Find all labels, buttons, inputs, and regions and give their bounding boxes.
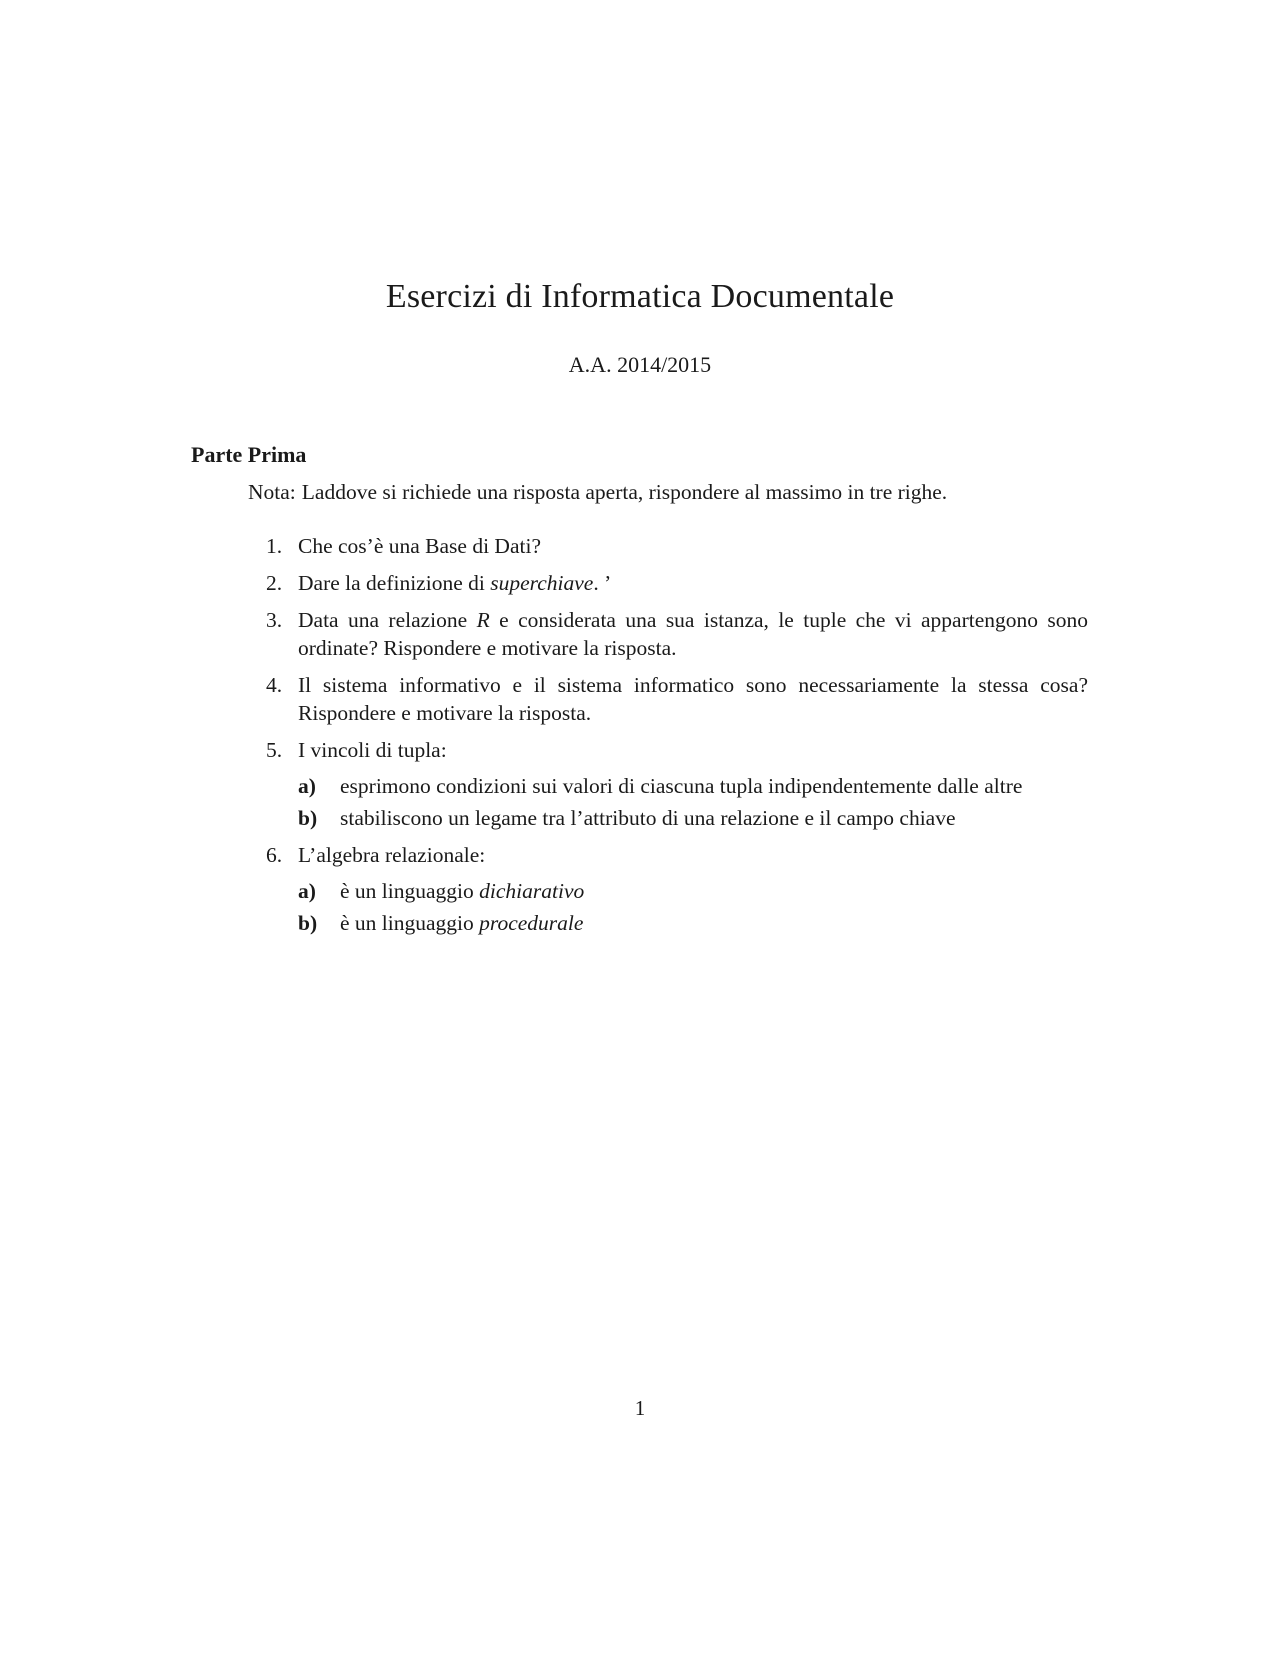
option-item — [298, 804, 1088, 832]
question-item — [258, 532, 1088, 560]
question-number: 2. — [266, 571, 283, 595]
note-text: Laddove si richiede una risposta aperta, rispondere al massimo in tre righe. — [301, 480, 948, 504]
question-item — [258, 671, 1088, 727]
question-text: L’algebra relazionale: — [298, 843, 486, 867]
question-item — [258, 841, 1088, 937]
question-text: Il sistema informativo e il sistema informatico sono necessariamente la stessa cosa? Rispondere e motivare la risposta. — [298, 673, 1088, 725]
question-text — [298, 606, 1088, 662]
option-list — [298, 772, 1088, 832]
option-text: esprimono condizioni sui valori di ciascuna tupla indipendentemente dalle altre — [340, 774, 1023, 798]
question-number: 4. — [266, 673, 283, 697]
option-letter: a) — [298, 879, 316, 903]
option-letter: b) — [298, 911, 318, 935]
question-text-part: Dare la definizione di — [298, 571, 491, 595]
option-text — [340, 879, 584, 903]
question-number: 6. — [266, 843, 283, 867]
option-item — [298, 877, 1088, 905]
option-term-italic: procedurale — [479, 911, 584, 935]
question-item — [258, 736, 1088, 832]
question-text-part: e considerata una sua istanza, le tuple che vi appartengono sono ordinate? Rispondere e motivare la risposta. — [298, 608, 1089, 660]
option-item — [298, 772, 1088, 800]
option-item — [298, 909, 1088, 937]
option-letter: b) — [298, 806, 318, 830]
option-text-part: è un linguaggio — [340, 879, 480, 903]
question-number: 3. — [266, 608, 283, 632]
question-text-part: Data una relazione — [298, 608, 477, 632]
academic-year: A.A. 2014/2015 — [568, 352, 712, 377]
question-list — [258, 532, 1088, 946]
section-heading: Parte Prima — [191, 442, 307, 467]
question-text: I vincoli di tupla: — [298, 738, 447, 762]
question-number: 5. — [266, 738, 283, 762]
page-number: 1 — [634, 1396, 646, 1420]
option-list — [298, 877, 1088, 937]
question-item — [258, 606, 1088, 662]
option-letter: a) — [298, 774, 316, 798]
section-note — [248, 480, 947, 505]
question-term-italic: R — [476, 608, 490, 632]
question-number: 1. — [266, 534, 283, 558]
question-text — [298, 569, 1088, 597]
question-term-italic: superchiave — [490, 571, 594, 595]
note-label: Nota: — [248, 480, 296, 504]
option-text: stabiliscono un legame tra l’attributo di una relazione e il campo chiave — [340, 806, 956, 830]
option-text — [340, 911, 583, 935]
question-text-part: . ’ — [593, 571, 612, 595]
document-title: Esercizi di Informatica Documentale — [385, 278, 895, 315]
question-text: Che cos’è una Base di Dati? — [298, 534, 541, 558]
question-item — [258, 569, 1088, 597]
option-term-italic: dichiarativo — [479, 879, 585, 903]
option-text-part: è un linguaggio — [340, 911, 480, 935]
